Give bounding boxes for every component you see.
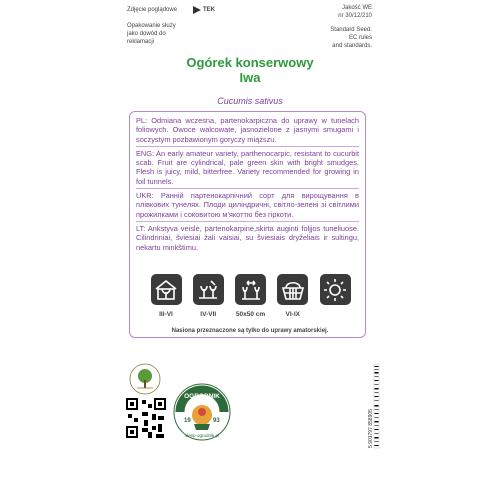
footer-logos xyxy=(120,362,380,452)
tek-badge xyxy=(193,6,215,14)
planting-out-icon xyxy=(193,274,224,305)
tree-logo-icon xyxy=(128,362,162,396)
standard-line-2: EC rules xyxy=(348,35,372,41)
icon-planting xyxy=(189,274,227,318)
latin-name: Cucumis sativus xyxy=(217,96,283,106)
divider xyxy=(136,146,359,147)
description-lt: LT: Ankstyva veislė, partenokarpinė,skirta auginti foljjos tuneliuose. Cilindriniai, šviesiai žali vaisiai, su šviesiais dryželiais ir sultingu, nekartu minkštimu. xyxy=(136,223,359,252)
preview-label: Zdjęcie poglądowe xyxy=(127,7,178,13)
description-eng: ENG: An early amateur variety, parthenocarpic, resistant to cucurbit scab. Fruit are cylindrical, pale green skin with bright smudges. Flesh is juicy, mild, bitterfree. Variety recommended for growing in foil tunnels. xyxy=(136,148,359,186)
full-sun-icon xyxy=(320,274,351,305)
variety-name: Iwa xyxy=(239,70,261,85)
ogrodnik-year-1: 19 xyxy=(184,418,191,424)
cultivation-icons xyxy=(147,274,354,318)
tek-icon xyxy=(193,6,201,14)
harvest-basket-icon xyxy=(277,274,308,305)
ogrodnik-year-2: 93 xyxy=(213,418,220,424)
quality-line-2: nr 30/12/210 xyxy=(338,13,372,19)
greenhouse-sowing-icon xyxy=(151,274,182,305)
icon-sun xyxy=(316,274,354,318)
amateur-note: Nasiona przeznaczone są tylko do uprawy amatorskiej. xyxy=(171,328,329,334)
icon-label: 50x50 cm xyxy=(235,311,266,318)
icon-label: III-VI xyxy=(159,311,173,318)
icon-harvest xyxy=(274,274,312,318)
spacing-icon xyxy=(235,274,266,305)
standard-line-1: Standard Seed. xyxy=(330,27,372,33)
standard-line-3: and standards. xyxy=(332,43,372,49)
ogrodnik-url: sklep-ogrodnik.pl xyxy=(184,433,220,438)
product-title xyxy=(0,55,500,85)
ogrodnik-logo-icon xyxy=(172,382,232,442)
icon-label: IV-VII xyxy=(200,311,217,318)
packaging-note: Opakowanie służy jako dowód do reklamacji xyxy=(127,23,176,45)
icon-spacing xyxy=(232,274,270,318)
qr-code-icon xyxy=(126,398,166,438)
quality-line-1: Jakość WE xyxy=(341,5,372,11)
barcode-icon xyxy=(366,362,380,450)
icon-sowing xyxy=(147,274,185,318)
ogrodnik-top-text: OGRODNIK xyxy=(184,393,220,400)
top-right-info xyxy=(302,4,372,50)
icon-label: VI-IX xyxy=(285,311,300,318)
ean-number: 5 901797 858905 xyxy=(368,409,374,448)
tek-label: TEK xyxy=(203,7,215,13)
description-ukr: UKR: Ранній партенокарпічний сорт для вирощування в плівкових тунелях. Плоди циліндричні, світло-зелені зі світлими прожилками і соковитою м'якоттю без гіркоти. xyxy=(136,191,359,219)
product-name: Ogórek konserwowy xyxy=(186,55,314,70)
description-pl: PL: Odmiana wczesna, partenokarpiczna do uprawy w tunelach foliowych. Owoce walcowate, jasnozielone z jasnymi smugami i soczystym pozbawionym goryczy miąższu. xyxy=(136,116,359,144)
divider xyxy=(136,188,359,189)
divider xyxy=(136,221,359,222)
top-left-info xyxy=(127,6,215,46)
